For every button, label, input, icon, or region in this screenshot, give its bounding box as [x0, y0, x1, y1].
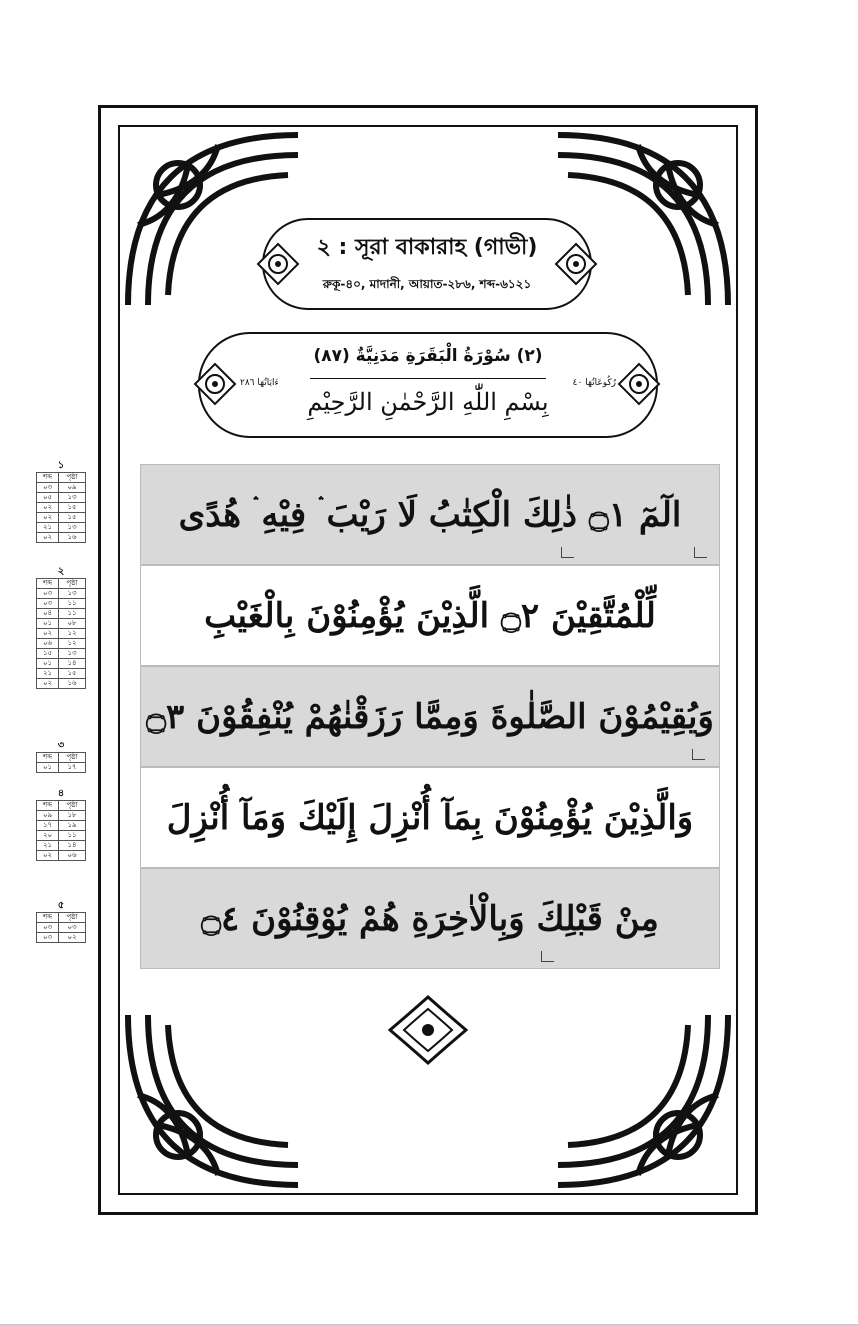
index-header: শব্দ	[37, 913, 59, 923]
bismillah: بِسْمِ اللّٰهِ الرَّحْمٰنِ الرَّحِيْمِ	[307, 388, 549, 416]
index-cell: ০৬	[37, 639, 59, 649]
index-table	[36, 740, 86, 773]
surah-title-banner	[262, 218, 592, 310]
index-cell: ১৩	[59, 523, 86, 533]
index-cell: ০৪	[37, 609, 59, 619]
rukus-label: رُكُوعَاتُهَا ٤٠	[572, 378, 616, 388]
medallion-icon	[554, 242, 598, 286]
verse-line	[140, 464, 720, 565]
index-table	[36, 566, 86, 689]
index-cell: ১৬	[59, 533, 86, 543]
verse-lines	[140, 464, 720, 969]
index-cell: ১৬	[59, 679, 86, 689]
medallion-icon	[617, 362, 661, 406]
arabic-surah-title: (٢) سُوْرَةُ الْبَقَرَةِ مَدَنِيَّةٌ (٨٧)	[313, 346, 543, 366]
medallion-icon	[256, 242, 300, 286]
index-cell: ০৮	[59, 619, 86, 629]
verse-text: الٓمٓ ۝١ ذٰلِكَ الْكِتٰبُ لَا رَيْبَ ۛ فِيْهِ ۛ هُدًى	[178, 495, 682, 535]
index-cell: ০১	[37, 763, 59, 773]
index-cell: ১৭	[59, 763, 86, 773]
index-cell: ২০	[37, 831, 59, 841]
index-cell: ০২	[37, 533, 59, 543]
index-header: পৃষ্ঠা	[59, 801, 86, 811]
index-cell: ১১	[59, 831, 86, 841]
word-marker	[541, 951, 554, 962]
verse-text: مِنْ قَبْلِكَ وَبِالْاٰخِرَةِ هُمْ يُوْقِنُوْنَ ۝٤	[201, 899, 659, 939]
bottom-ornament-icon	[388, 995, 468, 1065]
index-header: শব্দ	[37, 753, 59, 763]
index-header: পৃষ্ঠা	[59, 473, 86, 483]
index-cell: ১৪	[59, 841, 86, 851]
index-cell: ০২	[37, 851, 59, 861]
word-marker	[694, 547, 707, 558]
index-header: পৃষ্ঠা	[59, 913, 86, 923]
index-cell: ১৫	[59, 669, 86, 679]
surah-info: রুকূ-৪০, মাদানী, আয়াত-২৮৬, শব্দ-৬১২১	[322, 277, 532, 291]
index-cell: ১৩	[59, 649, 86, 659]
index-cell: ০২	[37, 629, 59, 639]
index-cell: ০৩	[37, 933, 59, 943]
index-cell: ০৯	[59, 483, 86, 493]
index-cell: ২১	[37, 841, 59, 851]
index-cell: ০৩	[37, 599, 59, 609]
index-cell: ০২	[37, 679, 59, 689]
index-cell: ১৩	[59, 493, 86, 503]
verse-text: وَالَّذِيْنَ يُؤْمِنُوْنَ بِمَآ أُنْزِلَ إِلَيْكَ وَمَآ أُنْزِلَ	[166, 797, 694, 838]
index-cell: ১২	[59, 629, 86, 639]
word-marker	[692, 749, 705, 760]
index-cell: ০৫	[37, 493, 59, 503]
medallion-icon	[193, 362, 237, 406]
index-cell: ০৩	[37, 483, 59, 493]
index-cell: ০২	[37, 503, 59, 513]
index-cell: ০৬	[59, 851, 86, 861]
index-header: শব্দ	[37, 473, 59, 483]
corner-ornament-icon	[118, 1005, 308, 1195]
index-cell: ১৮	[59, 811, 86, 821]
corner-ornament-icon	[548, 1005, 738, 1195]
index-cell: ০৯	[37, 811, 59, 821]
verse-text: لِّلْمُتَّقِيْنَ ۝٢ الَّذِيْنَ يُؤْمِنُوْنَ بِالْغَيْبِ	[204, 596, 656, 636]
surah-title: ২ : সূরা বাকারাহ (গাভী)	[316, 235, 538, 260]
index-table	[36, 900, 86, 943]
verse-line	[140, 868, 720, 969]
index-cell: ০৩	[59, 923, 86, 933]
index-cell: ১৯	[59, 821, 86, 831]
index-header: পৃষ্ঠা	[59, 753, 86, 763]
index-cell: ১৪	[59, 659, 86, 669]
arabic-surah-banner	[198, 332, 658, 438]
index-table	[36, 788, 86, 861]
index-cell: ১২	[59, 639, 86, 649]
verse-line	[140, 767, 720, 868]
index-number: ৪	[57, 788, 65, 799]
index-cell: ১৭	[37, 821, 59, 831]
index-cell: ১৫	[59, 513, 86, 523]
index-cell: ০২	[37, 513, 59, 523]
index-number: ৫	[57, 900, 65, 911]
index-cell: ১৫	[37, 649, 59, 659]
index-cell: ০২	[59, 933, 86, 943]
index-cell: ০৩	[37, 589, 59, 599]
index-cell: ২১	[37, 523, 59, 533]
index-cell: ১৩	[59, 589, 86, 599]
word-marker	[561, 547, 574, 558]
verse-line	[140, 565, 720, 666]
index-cell: ০১	[37, 659, 59, 669]
index-cell: ১১	[59, 599, 86, 609]
index-cell: ০৩	[37, 923, 59, 933]
index-cell: ০১	[37, 619, 59, 629]
index-number: ১	[57, 460, 65, 471]
index-header: শব্দ	[37, 801, 59, 811]
index-header: পৃষ্ঠা	[59, 579, 86, 589]
banner-divider	[310, 378, 546, 379]
index-number: ২	[57, 566, 65, 577]
index-cell: ২১	[37, 669, 59, 679]
index-header: শব্দ	[37, 579, 59, 589]
index-cell: ১১	[59, 609, 86, 619]
index-number: ৩	[57, 740, 65, 751]
ayat-label: ءَايَاتُهَا ٢٨٦	[240, 378, 279, 388]
index-table	[36, 460, 86, 543]
verse-line	[140, 666, 720, 767]
index-cell: ১৫	[59, 503, 86, 513]
verse-text: وَيُقِيْمُوْنَ الصَّلٰوةَ وَمِمَّا رَزَقْنٰهُمْ يُنْفِقُوْنَ ۝٣	[146, 697, 714, 737]
